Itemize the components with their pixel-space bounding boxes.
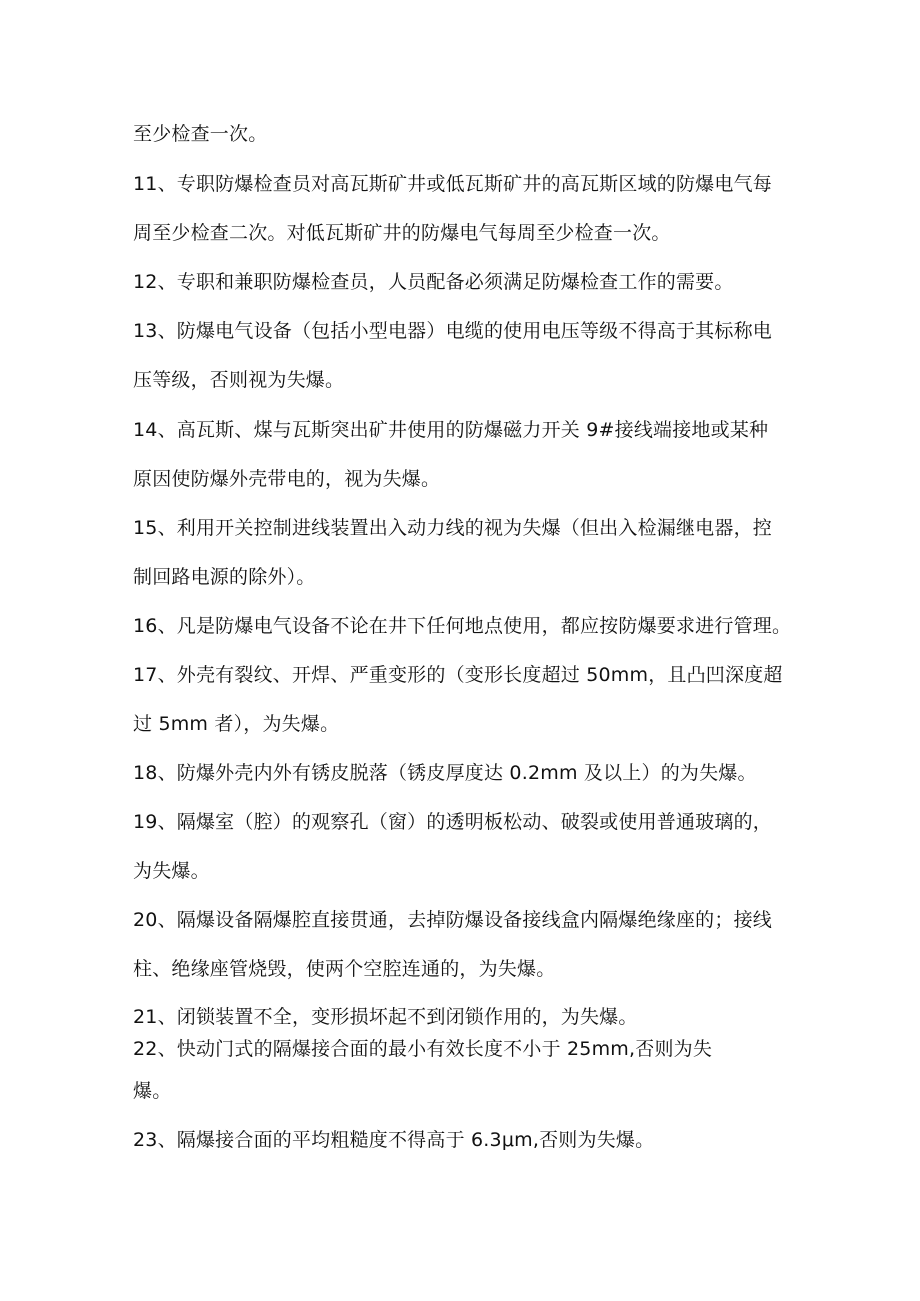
text-line: 23、隔爆接合面的平均粗糙度不得高于 6.3μm,否则为失爆。 (133, 1129, 655, 1151)
text-line: 爆。 (133, 1080, 172, 1102)
text-line: 21、闭锁装置不全，变形损坏起不到闭锁作用的，为失爆。 (133, 1006, 638, 1028)
text-line: 周至少检查二次。对低瓦斯矿井的防爆电气每周至少检查一次。 (133, 222, 671, 244)
text-line: 11、专职防爆检查员对高瓦斯矿井或低瓦斯矿井的高瓦斯区域的防爆电气每 (133, 173, 772, 195)
text-line: 22、快动门式的隔爆接合面的最小有效长度不小于 25mm,否则为失 (133, 1038, 713, 1060)
text-line: 13、防爆电气设备（包括小型电器）电缆的使用电压等级不得高于其标称电 (133, 320, 772, 342)
text-line: 16、凡是防爆电气设备不论在井下任何地点使用，都应按防爆要求进行管理。 (133, 615, 792, 637)
text-line: 18、防爆外壳内外有锈皮脱落（锈皮厚度达 0.2mm 及以上）的为失爆。 (133, 762, 757, 784)
text-line: 15、利用开关控制进线装置出入动力线的视为失爆（但出入检漏继电器，控 (133, 517, 772, 539)
text-line: 过 5mm 者），为失爆。 (133, 713, 340, 735)
text-line: 为失爆。 (133, 860, 210, 882)
text-line: 原因使防爆外壳带电的，视为失爆。 (133, 468, 441, 490)
text-line: 12、专职和兼职防爆检查员，人员配备必须满足防爆检查工作的需要。 (133, 271, 734, 293)
text-line: 至少检查一次。 (133, 123, 268, 145)
text-line: 制回路电源的除外）。 (133, 566, 316, 588)
text-line: 20、隔爆设备隔爆腔直接贯通，去掉防爆设备接线盒内隔爆绝缘座的；接线 (133, 909, 772, 931)
text-line: 17、外壳有裂纹、开焊、严重变形的（变形长度超过 50mm，且凸凹深度超 (133, 664, 783, 686)
text-line: 14、高瓦斯、煤与瓦斯突出矿井使用的防爆磁力开关 9#接线端接地或某种 (133, 419, 769, 441)
text-line: 压等级，否则视为失爆。 (133, 369, 345, 391)
text-line: 19、隔爆室（腔）的观察孔（窗）的透明板松动、破裂或使用普通玻璃的， (133, 811, 772, 833)
text-line: 柱、绝缘座管烧毁，使两个空腔连通的，为失爆。 (133, 958, 556, 980)
